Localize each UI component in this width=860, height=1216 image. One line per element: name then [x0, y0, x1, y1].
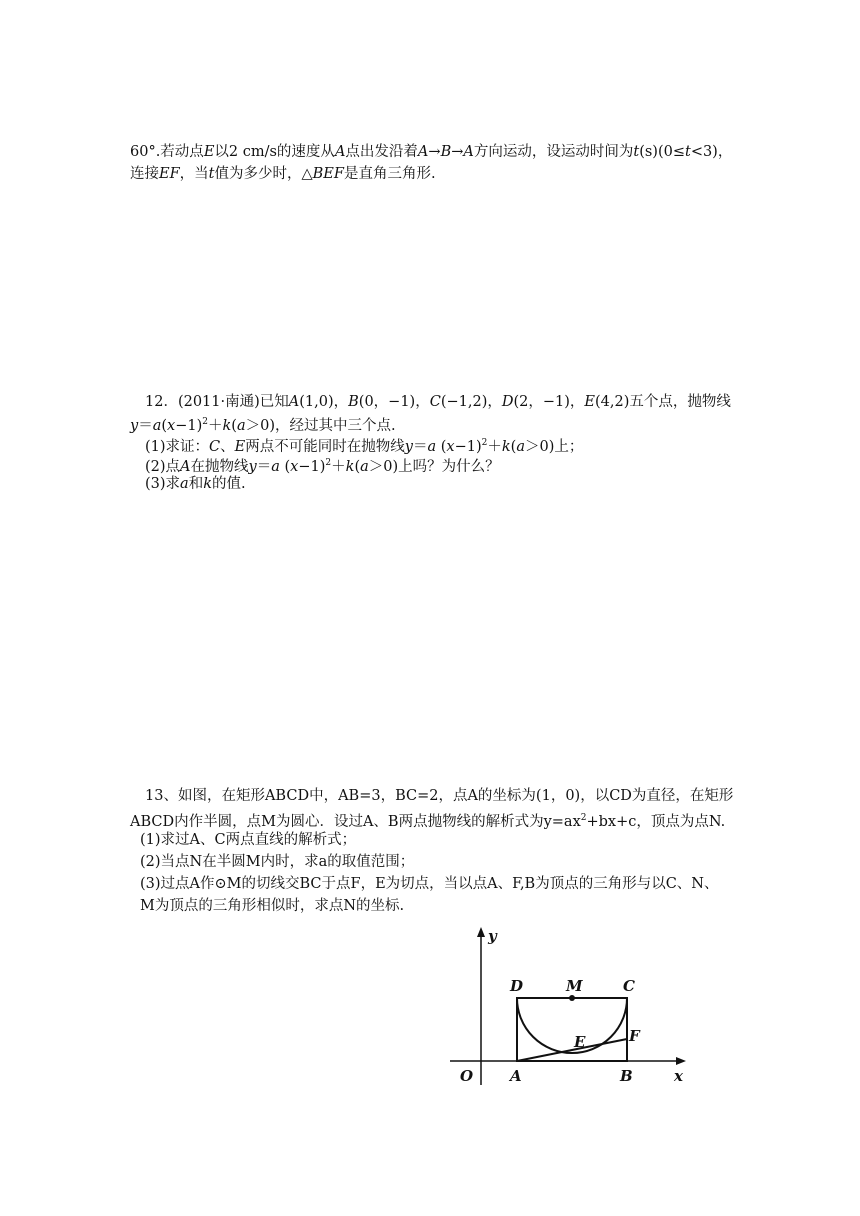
problem12-question3: (3)求a和k的值. — [145, 476, 246, 492]
semicircle — [517, 998, 627, 1053]
rectangle-abcd — [517, 998, 627, 1061]
tangent-line-af — [517, 1039, 627, 1061]
problem13-question1: (1)求过A、C两点直线的解析式； — [140, 832, 357, 848]
problem13-question2: (2)当点N在半圆M内时，求a的取值范围； — [140, 854, 415, 870]
label-f: F — [629, 1027, 640, 1045]
label-m: M — [566, 977, 583, 995]
problem12-intro-line1: 12．(2011·南通)已知A(1,0)，B(0，−1)，C(−1,2)，D(2，−1)，E(4,2)五个点，抛物线 — [145, 394, 731, 410]
problem13-intro-line2: ABCD内作半圆，点M为圆心．设过A、B两点抛物线的解析式为$y=ax^2+bx+c$，顶点为点N. — [130, 813, 726, 830]
label-x: x — [674, 1067, 683, 1085]
problem12-question2: (2)点A在抛物线y＝a $(x-1)^2+k(a>0)$上吗？为什么？ — [145, 458, 500, 475]
label-o: O — [460, 1067, 474, 1085]
problem13-question3-line1: (3)过点A作⊙M的切线交BC于点F，E为切点，当以点A、F,B为顶点的三角形与以C、N、 — [140, 876, 719, 892]
x-axis-arrow-icon — [676, 1057, 686, 1065]
rectangle-semicircle-figure — [448, 925, 698, 1095]
label-e: E — [574, 1033, 586, 1051]
label-b: B — [620, 1067, 633, 1085]
y-axis-arrow-icon — [477, 927, 485, 937]
problem12-question1: (1)求证：C、E两点不可能同时在抛物线y＝a $(x-1)^2+k(a>0)$上； — [145, 438, 584, 455]
problem11-line1: 60°.若动点E以2 cm/s的速度从A点出发沿着A→B→A方向运动，设运动时间为t(s)(0≤t<3)， — [130, 144, 733, 160]
problem13-question3-line2: M为顶点的三角形相似时，求点N的坐标. — [140, 898, 405, 914]
center-point-m — [569, 995, 575, 1001]
label-d: D — [510, 977, 524, 995]
problem11-line2: 连接EF，当t值为多少时，△BEF是直角三角形. — [130, 166, 436, 182]
problem12-intro-line2: $y=a(x-1)^2+k(a>0)$，经过其中三个点. — [130, 417, 396, 434]
label-y: y — [488, 927, 497, 945]
label-a: A — [510, 1067, 522, 1085]
label-c: C — [623, 977, 635, 995]
problem13-intro-line1: 13、如图，在矩形ABCD中，AB=3，BC=2，点A的坐标为(1，0)，以CD为直径，在矩形 — [145, 788, 734, 804]
